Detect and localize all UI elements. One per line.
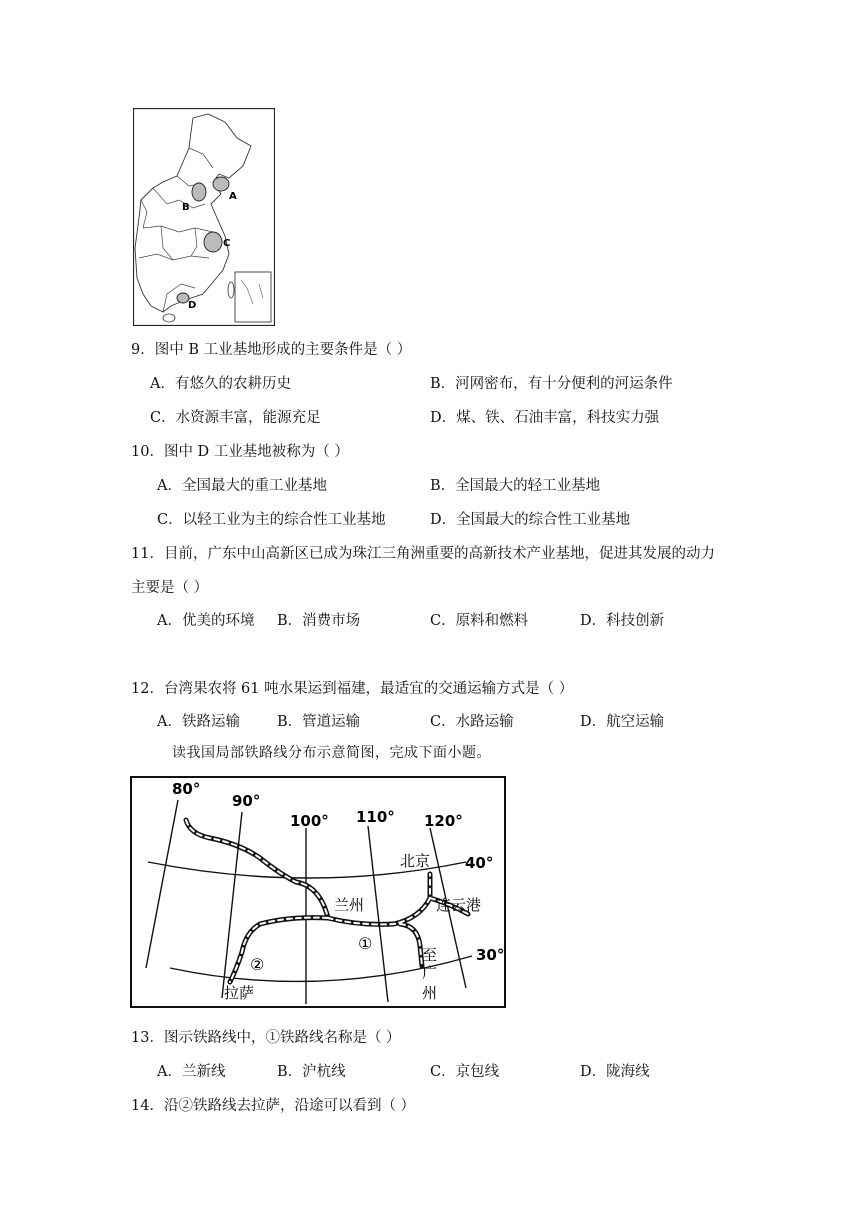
longitude-120: 120°: [424, 812, 463, 830]
longitude-110: 110°: [356, 808, 395, 826]
base-label-d: D: [188, 300, 197, 311]
question-12-option-a[interactable]: A．铁路运输: [157, 714, 240, 730]
china-industrial-map: [133, 108, 275, 326]
question-12-option-c[interactable]: C．水路运输: [430, 714, 514, 730]
question-12-stem: 12．台湾果农将 61 吨水果运到福建，最适宜的交通运输方式是（ ）: [131, 681, 574, 697]
latitude-30: 30°: [476, 946, 505, 964]
longitude-80: 80°: [172, 780, 201, 798]
question-10-stem: 10．图中 D 工业基地被称为（ ）: [131, 444, 349, 460]
city-lasa: 拉萨: [224, 984, 255, 1002]
question-9-option-c[interactable]: C．水资源丰富，能源充足: [150, 410, 321, 426]
question-13-option-c[interactable]: C．京包线: [430, 1064, 500, 1080]
longitude-100: 100°: [290, 812, 329, 830]
question-13-option-b[interactable]: B．沪杭线: [277, 1064, 346, 1080]
question-11-stem-line-2: 主要是（ ）: [131, 580, 209, 596]
question-9-stem: 9．图中 B 工业基地形成的主要条件是（ ）: [131, 342, 412, 358]
question-11-option-c[interactable]: C．原料和燃料: [430, 613, 529, 629]
label-zhou: 州: [422, 984, 438, 1002]
question-13-stem: 13．图示铁路线中，①铁路线名称是（ ）: [131, 1030, 401, 1046]
question-11-stem-line-1: 11．目前，广东中山高新区已成为珠江三角洲重要的高新技术产业基地，促进其发展的动力: [131, 546, 715, 562]
question-10-option-b[interactable]: B．全国最大的轻工业基地: [430, 478, 601, 494]
question-11-option-b[interactable]: B．消费市场: [277, 613, 361, 629]
railway-map: [130, 776, 506, 1008]
base-label-a: A: [229, 191, 237, 202]
city-beijing: 北京: [400, 852, 431, 870]
railway-marker-1: ①: [358, 934, 373, 953]
label-guang: 广: [422, 964, 438, 982]
question-13-option-a[interactable]: A．兰新线: [157, 1064, 226, 1080]
base-label-b: B: [182, 202, 190, 213]
question-11-option-d[interactable]: D．科技创新: [580, 613, 665, 629]
question-11-option-a[interactable]: A．优美的环境: [157, 613, 255, 629]
section-intro: 读我国局部铁路线分布示意简图，完成下面小题。: [172, 745, 491, 761]
latitude-40: 40°: [465, 854, 494, 872]
question-10-option-d[interactable]: D．全国最大的综合性工业基地: [430, 512, 631, 528]
city-lianyungang: 连云港: [436, 896, 482, 914]
base-label-c: C: [223, 238, 231, 249]
question-9-option-d[interactable]: D．煤、铁、石油丰富，科技实力强: [430, 410, 660, 426]
city-lanzhou: 兰州: [334, 896, 365, 914]
question-9-option-b[interactable]: B．河网密布，有十分便利的河运条件: [430, 376, 673, 392]
label-zhi: 至: [422, 946, 438, 964]
question-13-option-d[interactable]: D．陇海线: [580, 1064, 650, 1080]
question-12-option-d[interactable]: D．航空运输: [580, 714, 665, 730]
question-9-option-a[interactable]: A．有悠久的农耕历史: [150, 376, 291, 392]
question-10-option-c[interactable]: C．以轻工业为主的综合性工业基地: [157, 512, 386, 528]
railway-marker-2: ②: [250, 955, 265, 974]
longitude-90: 90°: [232, 792, 261, 810]
question-14-stem: 14．沿②铁路线去拉萨，沿途可以看到（ ）: [131, 1098, 416, 1114]
question-10-option-a[interactable]: A．全国最大的重工业基地: [157, 478, 327, 494]
question-12-option-b[interactable]: B．管道运输: [277, 714, 361, 730]
